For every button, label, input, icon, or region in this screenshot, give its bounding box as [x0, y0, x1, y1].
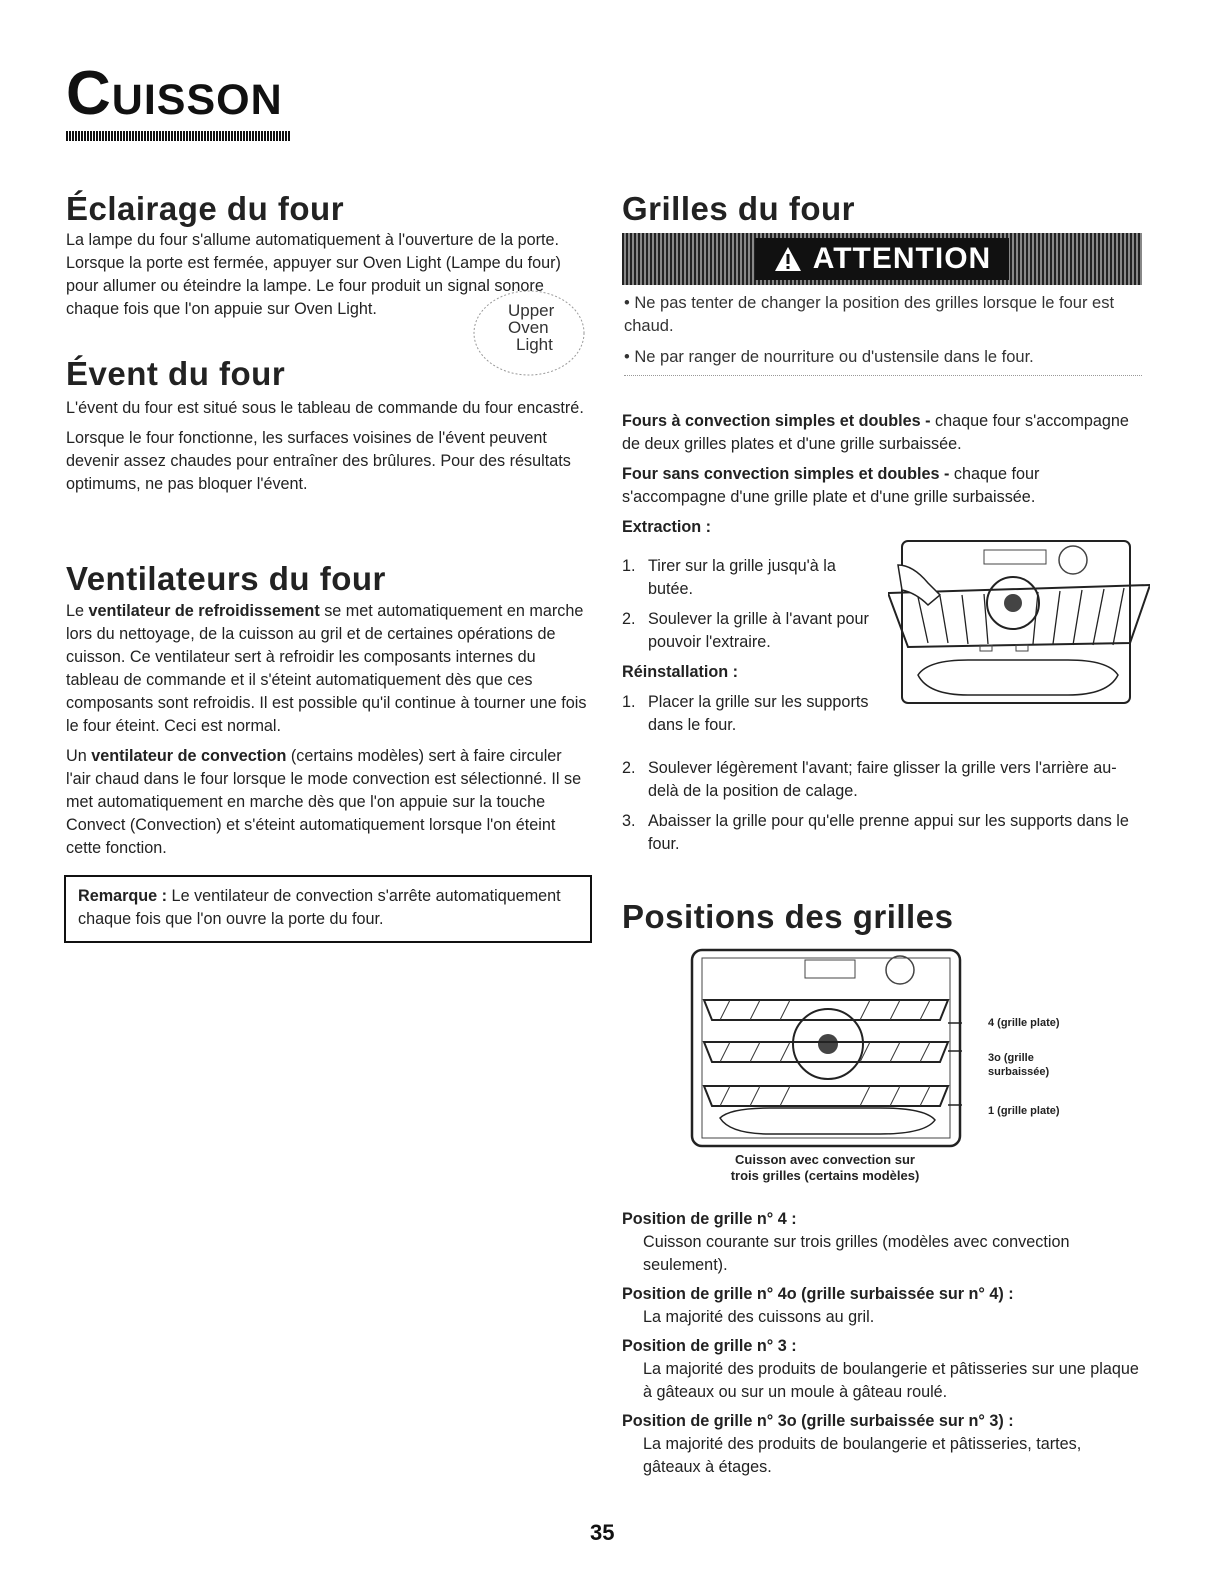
callout-rack-4: 4 (grille plate): [988, 1017, 1060, 1029]
position-item-4: Position de grille n° 4 : Cuisson courante sur trois grilles (modèles avec convection seulement).: [622, 1210, 1070, 1274]
position-item-3: Position de grille n° 3 : La majorité des produits de boulangerie et pâtisseries sur une plaque à gâteaux ou sur un moule à gâteau roulé.: [622, 1337, 1139, 1401]
event-paragraph-2: Lorsque le four fonctionne, les surfaces voisines de l'évent peuvent devenir assez chaudes pour entraîner des brûlures. Pour des résultats optimums, ne pas bloquer l'évent.: [66, 429, 571, 493]
position-item-3o: Position de grille n° 3o (grille surbaissée sur n° 3) : La majorité des produits de boulangerie et pâtisseries, tartes, gâteaux à étages.: [622, 1412, 1082, 1476]
grilles-heading: Grilles du four: [622, 190, 856, 227]
diagram-caption: Cuisson avec convection sur trois grilles (certains modèles): [730, 1152, 920, 1183]
attention-label: ATTENTION: [812, 242, 992, 275]
noconv-paragraph: Four sans convection simples et doubles - chaque four s'accompagne d'une grille plate et d'une grille surbaissée.: [622, 465, 1040, 506]
remarque-box: [64, 875, 592, 943]
oven-light-label-line2: Oven: [508, 318, 549, 337]
rack-positions-diagram: [690, 948, 962, 1148]
reinstall-step-1: 1. Placer la grille sur les supports dans le four.: [622, 693, 869, 734]
remarque-text: Le ventilateur de convection s'arrête automatiquement chaque fois que l'on ouvre la porte du four.: [78, 887, 561, 928]
page-number: 35: [590, 1520, 615, 1545]
callout-rack-1: 1 (grille plate): [988, 1105, 1060, 1117]
title-underline: [66, 131, 291, 141]
warning-item-2: • Ne par ranger de nourriture ou d'ustensile dans le four.: [624, 348, 1034, 366]
ventilateurs-paragraph-2: Un ventilateur de convection (certains modèles) sert à faire circuler l'air chaud dans le four lorsque le mode convection est sélectionné. Il se met automatiquement en marche dès que l'on appuie sur la touche Convect (Convection) et s'éteint automatiquement lorsque l'on éteint cette fonction.: [66, 747, 582, 857]
rack-extraction-illustration: [888, 535, 1150, 710]
attention-warnings: [624, 292, 1142, 376]
callout-rack-3o: 3o (grille surbaissée): [988, 1052, 1050, 1078]
reinstall-step-3: 3. Abaisser la grille pour qu'elle prenne appui sur les supports dans le four.: [622, 812, 1129, 853]
reinstall-step-2: 2. Soulever légèrement l'avant; faire glisser la grille vers l'arrière au-delà de la position de calage.: [622, 759, 1117, 800]
positions-heading: Positions des grilles: [622, 898, 954, 935]
eclairage-text: La lampe du four s'allume automatiquement à l'ouverture de la porte. Lorsque la porte est fermée, appuyer sur Oven Light (Lampe du four) pour allumer ou éteindre la lampe. Le four produit un signal sonore chaque fois que l'on appuie sur Oven Light.: [66, 231, 561, 318]
warning-item-1: • Ne pas tenter de changer la position des grilles lorsque le four est chaud.: [624, 294, 1115, 335]
remarque-label: Remarque :: [78, 887, 168, 905]
position-item-4o: Position de grille n° 4o (grille surbaissée sur n° 4) : La majorité des cuissons au gril.: [622, 1285, 1014, 1326]
oven-light-label-line3: Light: [516, 335, 553, 354]
extraction-step-1: 1. Tirer sur la grille jusqu'à la butée.: [622, 557, 836, 598]
event-heading: Évent du four: [66, 355, 286, 392]
eclairage-heading: Éclairage du four: [66, 190, 345, 227]
ventilateurs-paragraph-1: Le ventilateur de refroidissement se met automatiquement en marche lors du nettoyage, de la cuisson au gril et de certaines opérations de cuisson. Ce ventilateur sert à refroidir les composants internes du tableau de commande et il s'éteint automatiquement dès que ces composants sont refroidis. Il est possible qu'il continue à tourner une fois le four éteint. Ceci est normal.: [66, 602, 587, 735]
ventilateurs-heading: Ventilateurs du four: [66, 560, 386, 597]
reinstall-label: Réinstallation :: [622, 663, 739, 681]
extraction-label: Extraction :: [622, 518, 712, 536]
attention-banner: [622, 233, 1142, 285]
page-title: Cuisson: [66, 59, 283, 128]
conv-paragraph: Fours à convection simples et doubles - chaque four s'accompagne de deux grilles plates et d'une grille surbaissée.: [622, 412, 1129, 453]
extraction-step-2: 2. Soulever la grille à l'avant pour pouvoir l'extraire.: [622, 610, 869, 651]
event-paragraph-1: L'évent du four est situé sous le tableau de commande du four encastré.: [66, 399, 584, 417]
oven-light-label-line1: Upper: [508, 301, 555, 320]
oven-light-button-illustration: [470, 288, 588, 378]
warning-triangle-icon: [773, 245, 803, 273]
